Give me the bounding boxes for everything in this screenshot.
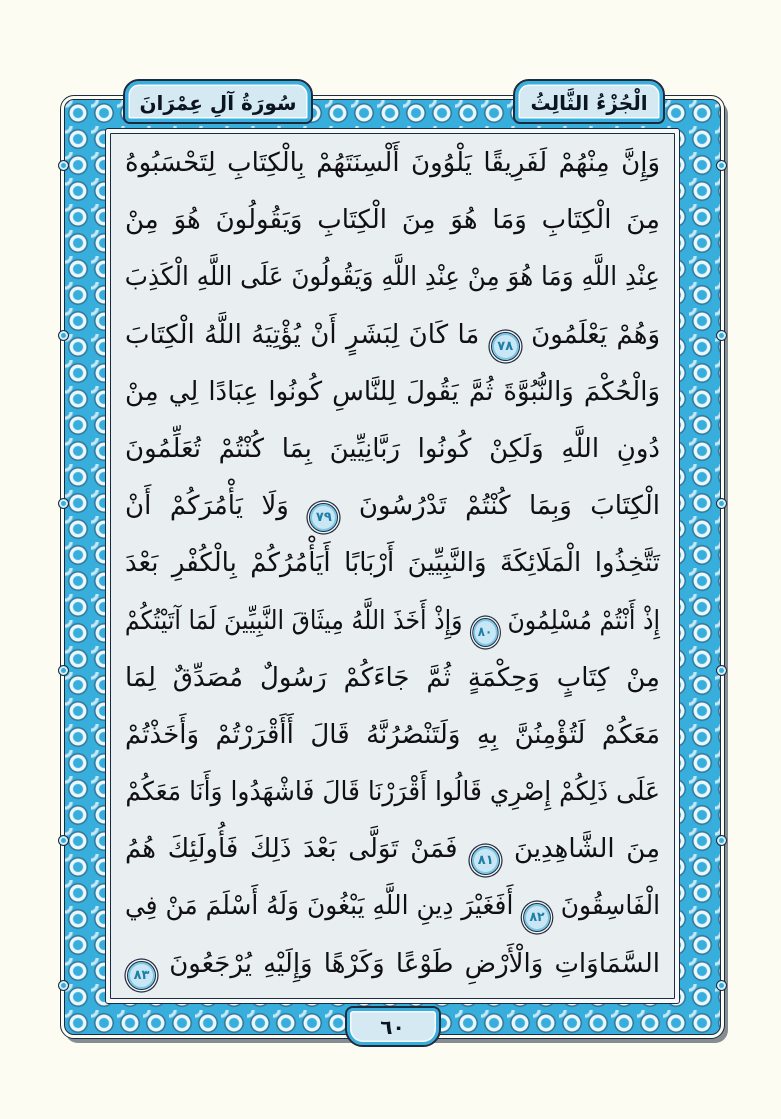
quran-text: وَهُمْ يَعْلَمُونَ bbox=[531, 319, 661, 350]
quran-text: أَفَغَيْرَ دِينِ اللَّهِ يَبْغُونَ وَلَهُ أَسْلَمَ مَنْ فِي bbox=[124, 891, 514, 922]
quran-text: وَلَا يَأْمُرَكُمْ أَنْ bbox=[125, 491, 289, 522]
quran-text: وَالْحُكْمَ وَالنُّبُوَّةَ ثُمَّ يَقُولَ لِلنَّاسِ كُونُوا عِبَادًا لِي مِنْ bbox=[125, 376, 660, 407]
border-band bbox=[64, 90, 721, 1039]
quran-text-block bbox=[110, 133, 675, 999]
quran-text: إِذْ أَنْتُمْ مُسْلِمُونَ bbox=[507, 605, 660, 636]
ayah-end-marker bbox=[471, 846, 500, 875]
juz-title: الْجُزْءُ الثَّالِثُ bbox=[530, 90, 648, 115]
quran-text: مِنَ الْكِتَابِ وَمَا هُوَ مِنَ الْكِتَابِ وَيَقُولُونَ هُوَ مِنْ bbox=[125, 205, 660, 236]
ayah-number: ٨٠ bbox=[477, 624, 493, 640]
quran-text: الْفَاسِقُونَ bbox=[560, 891, 660, 922]
quran-text: السَّمَاوَاتِ وَالْأَرْضِ طَوْعًا وَكَرْهًا وَإِلَيْهِ يُرْجَعُونَ bbox=[169, 948, 661, 979]
border-ornament bbox=[716, 498, 727, 509]
mushaf-line bbox=[125, 936, 660, 993]
surah-header-cartouche bbox=[123, 79, 313, 124]
page-number: ٦٠ bbox=[380, 1014, 405, 1039]
border-ornament bbox=[58, 980, 69, 991]
border-ornament bbox=[58, 160, 69, 171]
ayah-number: ٨٢ bbox=[529, 910, 545, 926]
border-ornament bbox=[716, 980, 727, 991]
mushaf-line bbox=[124, 249, 660, 306]
quran-text: مِنْ كِتَابٍ وَحِكْمَةٍ ثُمَّ جَاءَكُمْ رَسُولٌ مُصَدِّقٌ لِمَا bbox=[125, 662, 660, 693]
juz-header-cartouche bbox=[513, 79, 665, 124]
mushaf-line bbox=[125, 135, 660, 192]
ayah-number: ٧٩ bbox=[315, 510, 332, 526]
quran-text: مِنَ الشَّاهِدِينَ bbox=[513, 834, 661, 865]
quran-text: الْكِتَابَ وَبِمَا كُنْتُمْ تَدْرُسُونَ bbox=[358, 491, 661, 522]
quran-text: وَإِذْ أَخَذَ اللَّهُ مِيثَاقَ النَّبِيِّينَ لَمَا آتَيْتُكُمْ bbox=[124, 605, 463, 636]
text-panel-frame bbox=[105, 128, 680, 1004]
ornamental-border-frame bbox=[60, 90, 725, 1039]
ayah-number: ٨٣ bbox=[133, 967, 150, 983]
quran-text: عِنْدِ اللَّهِ وَمَا هُوَ مِنْ عِنْدِ اللَّهِ وَيَقُولُونَ عَلَى اللَّهِ الْكَذِبَ bbox=[124, 262, 660, 293]
page-number-cartouche bbox=[345, 1006, 441, 1047]
ayah-end-marker bbox=[127, 961, 156, 990]
mushaf-line bbox=[125, 192, 660, 249]
mushaf-line bbox=[125, 821, 660, 878]
quran-text: عَلَى ذَلِكُمْ إِصْرِي قَالُوا أَقْرَرْنَا قَالَ فَاشْهَدُوا وَأَنَا مَعَكُمْ bbox=[125, 777, 660, 808]
border-ornament bbox=[58, 835, 69, 846]
border-ornament bbox=[716, 330, 727, 341]
mushaf-line bbox=[125, 364, 660, 421]
surah-title: سُورَةُ آلِ عِمْرَانَ bbox=[139, 90, 297, 115]
mushaf-line bbox=[125, 707, 660, 764]
ayah-end-marker bbox=[491, 332, 520, 361]
ayah-end-marker bbox=[472, 618, 498, 647]
mushaf-line bbox=[124, 878, 660, 935]
mushaf-line bbox=[125, 764, 660, 821]
quran-text: تَتَّخِذُوا الْمَلَائِكَةَ وَالنَّبِيِّينَ أَرْبَابًا أَيَأْمُرُكُمْ بِالْكُفْرِ بَعْدَ bbox=[125, 548, 660, 579]
mushaf-line bbox=[125, 535, 660, 592]
quran-text: مَا كَانَ لِبَشَرٍ أَنْ يُؤْتِيَهُ اللَّهُ الْكِتَابَ bbox=[125, 319, 480, 350]
quran-text: وَإِنَّ مِنْهُمْ لَفَرِيقًا يَلْوُونَ أَلْسِنَتَهُمْ بِالْكِتَابِ لِتَحْسَبُوهُ bbox=[125, 148, 660, 178]
border-ornament bbox=[58, 330, 69, 341]
border-ornament bbox=[58, 498, 69, 509]
mushaf-line bbox=[125, 307, 660, 364]
quran-text: دُونِ اللَّهِ وَلَكِنْ كُونُوا رَبَّانِيِّينَ بِمَا كُنْتُمْ تُعَلِّمُونَ bbox=[125, 433, 660, 464]
ayah-number: ٨١ bbox=[477, 853, 494, 869]
mushaf-line bbox=[124, 593, 660, 650]
quran-text: مَعَكُمْ لَتُؤْمِنُنَّ بِهِ وَلَتَنْصُرُنَّهُ قَالَ أَأَقْرَرْتُمْ وَأَخَذْتُمْ bbox=[125, 719, 660, 750]
border-ornament bbox=[716, 835, 727, 846]
ayah-number: ٧٨ bbox=[497, 338, 514, 354]
ayah-end-marker bbox=[309, 503, 338, 532]
mushaf-line bbox=[125, 650, 660, 707]
border-ornament bbox=[716, 665, 727, 676]
ayah-end-marker bbox=[523, 903, 551, 932]
border-ornament bbox=[58, 665, 69, 676]
border-ornament bbox=[716, 160, 727, 171]
mushaf-line bbox=[125, 421, 660, 478]
quran-text: فَمَنْ تَوَلَّى بَعْدَ ذَلِكَ فَأُولَئِكَ هُمُ bbox=[125, 834, 458, 865]
mushaf-line bbox=[125, 478, 660, 535]
